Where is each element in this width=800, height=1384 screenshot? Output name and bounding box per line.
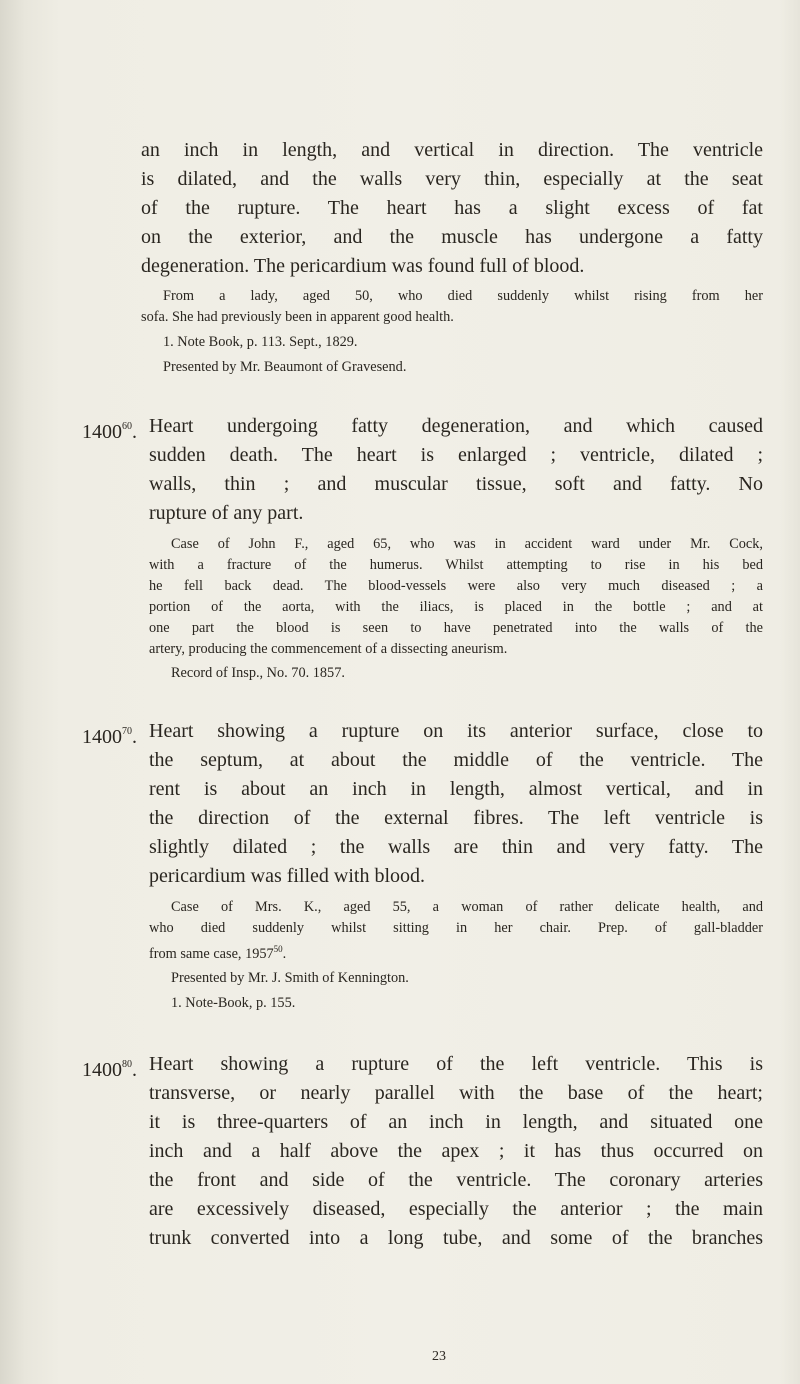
entry-number: 1400$^{70}$. bbox=[82, 726, 137, 748]
entry-1400-60 bbox=[82, 412, 763, 684]
entry-reference: 1. Note-Book, p. 155. bbox=[171, 995, 296, 1011]
intro-case-note: From a lady, aged 50, who died suddenly whilst rising from her sofa. She had previously been in apparent good health. bbox=[141, 288, 763, 325]
entry-number: 1400$^{60}$. bbox=[82, 421, 137, 443]
entry-record: Record of Insp., No. 70. 1857. bbox=[171, 665, 345, 681]
entry-case-note: Case of Mrs. K., aged 55, a woman of rather delicate health, and who died suddenly whilst sitting in her chair. Prep. of gall-bladder from same case, 1957$^{50}$. bbox=[149, 899, 763, 962]
intro-presented: Presented by Mr. Beaumont of Gravesend. bbox=[163, 359, 407, 375]
text-column bbox=[82, 136, 763, 1253]
entry-presented: Presented by Mr. J. Smith of Kennington. bbox=[171, 970, 409, 986]
intro-description: an inch in length, and vertical in direction. The ventricle is dilated, and the walls very thin, especially at the seat of the rupture. The heart has a slight excess of fat on the exterior, and the muscle has undergone a fatty degeneration. The pericardium was found full of blood. bbox=[141, 139, 763, 277]
entry-number: 1400$^{80}$. bbox=[82, 1059, 137, 1081]
entry-case-note: Case of John F., aged 65, who was in accident ward under Mr. Cock, with a fracture of the humerus. Whilst attempting to rise in his bed he fell back dead. The blood-vessels were also very much diseased ; a portion of the aorta, with the iliacs, is placed in the bottle ; and at one part the blood is seen to have penetrated into the walls of the artery, producing the commencement of a dissecting aneurism. bbox=[149, 536, 763, 657]
page-number: 23 bbox=[432, 1349, 446, 1364]
entry-1400-70 bbox=[82, 717, 763, 1014]
intro-reference: 1. Note Book, p. 113. Sept., 1829. bbox=[163, 334, 358, 350]
entry-description: Heart undergoing fatty degeneration, and which caused sudden death. The heart is enlarged ; ventricle, dilated ; walls, thin ; and muscular tissue, soft and fatty. No rupture of any part. bbox=[149, 415, 763, 524]
entry-1400-80 bbox=[82, 1050, 763, 1253]
intro-entry bbox=[141, 136, 763, 378]
entry-description: Heart showing a rupture on its anterior surface, close to the septum, at about the middle of the ventricle. The rent is about an inch in length, almost vertical, and in the direction of the external fibres. The left ventricle is slightly dilated ; the walls are thin and very fatty. The pericardium was filled with blood. bbox=[149, 720, 763, 887]
entry-description: Heart showing a rupture of the left ventricle. This is transverse, or nearly parallel with the base of the heart; it is three-quarters of an inch in length, and situated one inch and a half above the apex ; it has thus occurred on the front and side of the ventricle. The coronary arteries are excessively diseased, especially the anterior ; the main trunk converted into a long tube, and some of the branches bbox=[149, 1053, 763, 1249]
